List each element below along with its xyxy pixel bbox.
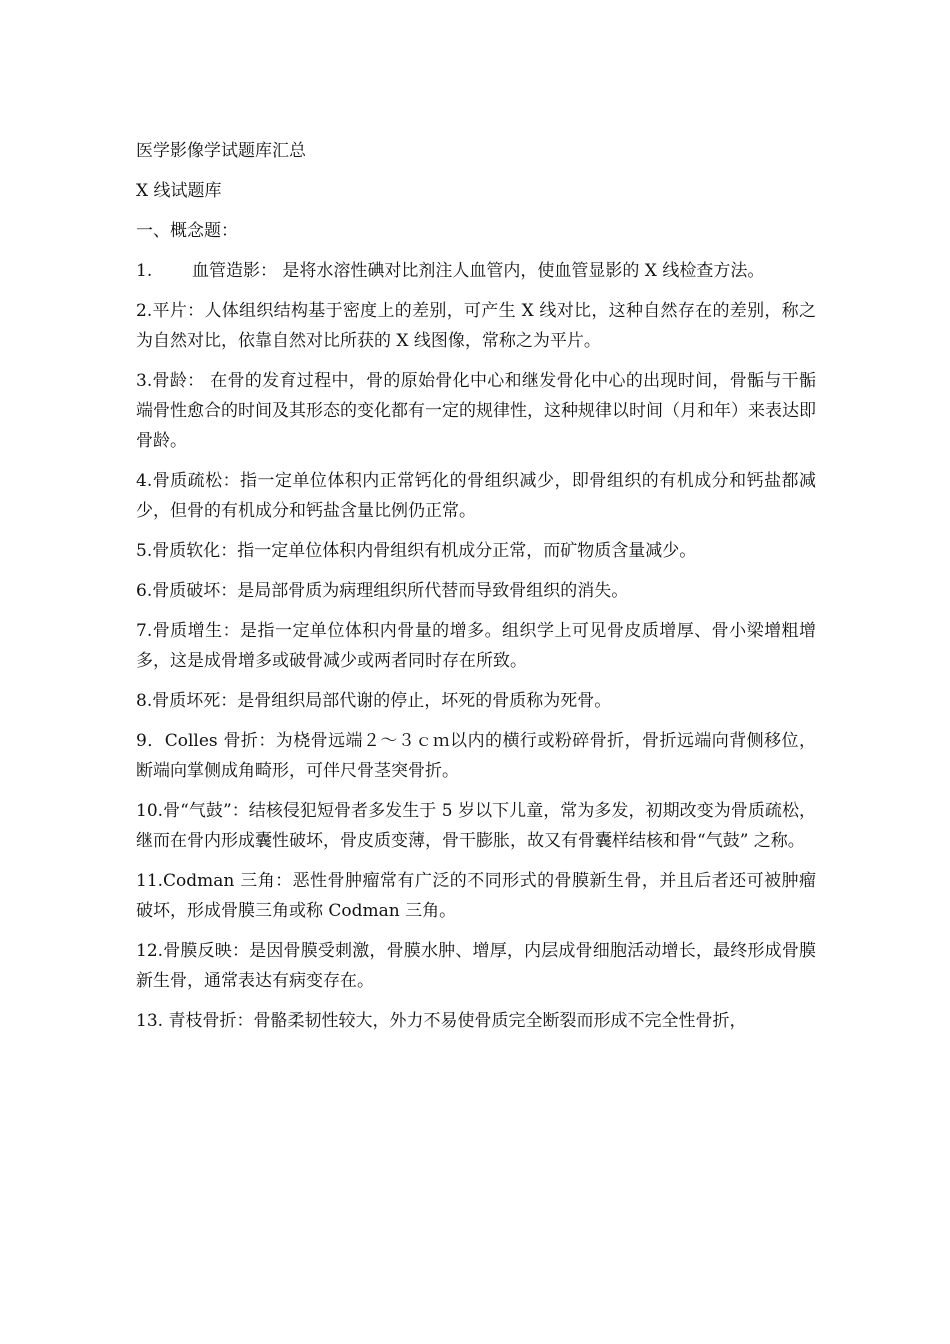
item-number: 5.	[136, 541, 153, 561]
item-number: 9．	[136, 731, 165, 751]
list-item	[136, 576, 816, 616]
list-item	[136, 256, 816, 296]
item-number: 10.	[136, 801, 164, 821]
item-text: 血管造影： 是将水溶性碘对比剂注人血管内，使血管显影的 X 线检查方法。	[192, 261, 765, 281]
list-item	[136, 726, 816, 786]
item-text: 骨膜反映：是因骨膜受刺激，骨膜水肿、增厚，内层成骨细胞活动增长，最终形成骨膜新生骨，通常表达有病变存在。	[136, 941, 816, 991]
item-number: 2.	[136, 301, 153, 321]
document-body	[136, 136, 816, 1046]
item-text: 骨质破坏：是局部骨质为病理组织所代替而导致骨组织的消失。	[152, 581, 629, 601]
item-number: 1.	[136, 261, 153, 281]
item-text: 青枝骨折：骨骼柔韧性较大，外力不易使骨质完全断裂而形成不完全性骨折，	[168, 1011, 747, 1031]
item-number: 4.	[136, 471, 153, 491]
item-text: Colles 骨折：为桡骨远端２～３ｃｍ以内的横行或粉碎骨折，骨折远端向背侧移位，断端向掌侧成角畸形，可伴尺骨茎突骨折。	[136, 731, 816, 781]
item-text: 平片：人体组织结构基于密度上的差别，可产生 X 线对比，这种自然存在的差别，称之为自然对比，依靠自然对比所获的 X 线图像，常称之为平片。	[136, 301, 816, 351]
section-heading: 一、概念题：	[136, 221, 238, 241]
item-text: 骨质坏死：是骨组织局部代谢的停止，坏死的骨质称为死骨。	[152, 691, 612, 711]
item-text: 骨龄： 在骨的发育过程中，骨的原始骨化中心和继发骨化中心的出现时间，骨骺与干骺端骨性愈合的时间及其形态的变化都有一定的规律性，这种规律以时间（月和年）来表达即骨龄。	[136, 371, 816, 451]
list-item	[136, 796, 816, 856]
list-item	[136, 616, 816, 676]
document-title: 医学影像学试题库汇总	[136, 141, 306, 161]
item-number: 12.	[136, 941, 164, 961]
item-number: 11.	[136, 871, 164, 891]
document-subtitle: X 线试题库	[136, 181, 222, 201]
item-text: Codman 三角：恶性骨肿瘤常有广泛的不同形式的骨膜新生骨，并且后者还可被肿瘤破坏，形成骨膜三角或称 Codman 三角。	[136, 871, 816, 921]
item-number: 8.	[136, 691, 153, 711]
item-text: 骨“气鼓”：结核侵犯短骨者多发生于 5 岁以下儿童，常为多发，初期改变为骨质疏松，继而在骨内形成囊性破坏，骨皮质变薄，骨干膨胀，故又有骨囊样结核和骨“气鼓” 之称。	[136, 801, 816, 851]
list-item	[136, 536, 816, 576]
item-number: 7.	[136, 621, 153, 641]
list-item	[136, 686, 816, 726]
list-item	[136, 866, 816, 926]
list-item	[136, 366, 816, 456]
item-number: 6.	[136, 581, 153, 601]
item-text: 骨质软化：指一定单位体积内骨组织有机成分正常，而矿物质含量减少。	[152, 541, 697, 561]
list-item	[136, 936, 816, 996]
list-item	[136, 1006, 816, 1036]
item-text: 骨质增生：是指一定单位体积内骨量的增多。组织学上可见骨皮质增厚、骨小梁增粗增多，这是成骨增多或破骨减少或两者同时存在所致。	[136, 621, 816, 671]
item-number: 3.	[136, 371, 153, 391]
list-item	[136, 466, 816, 526]
list-item	[136, 296, 816, 356]
item-text: 骨质疏松：指一定单位体积内正常钙化的骨组织减少，即骨组织的有机成分和钙盐都减少，但骨的有机成分和钙盐含量比例仍正常。	[136, 471, 816, 521]
item-number: 13.	[136, 1011, 169, 1031]
